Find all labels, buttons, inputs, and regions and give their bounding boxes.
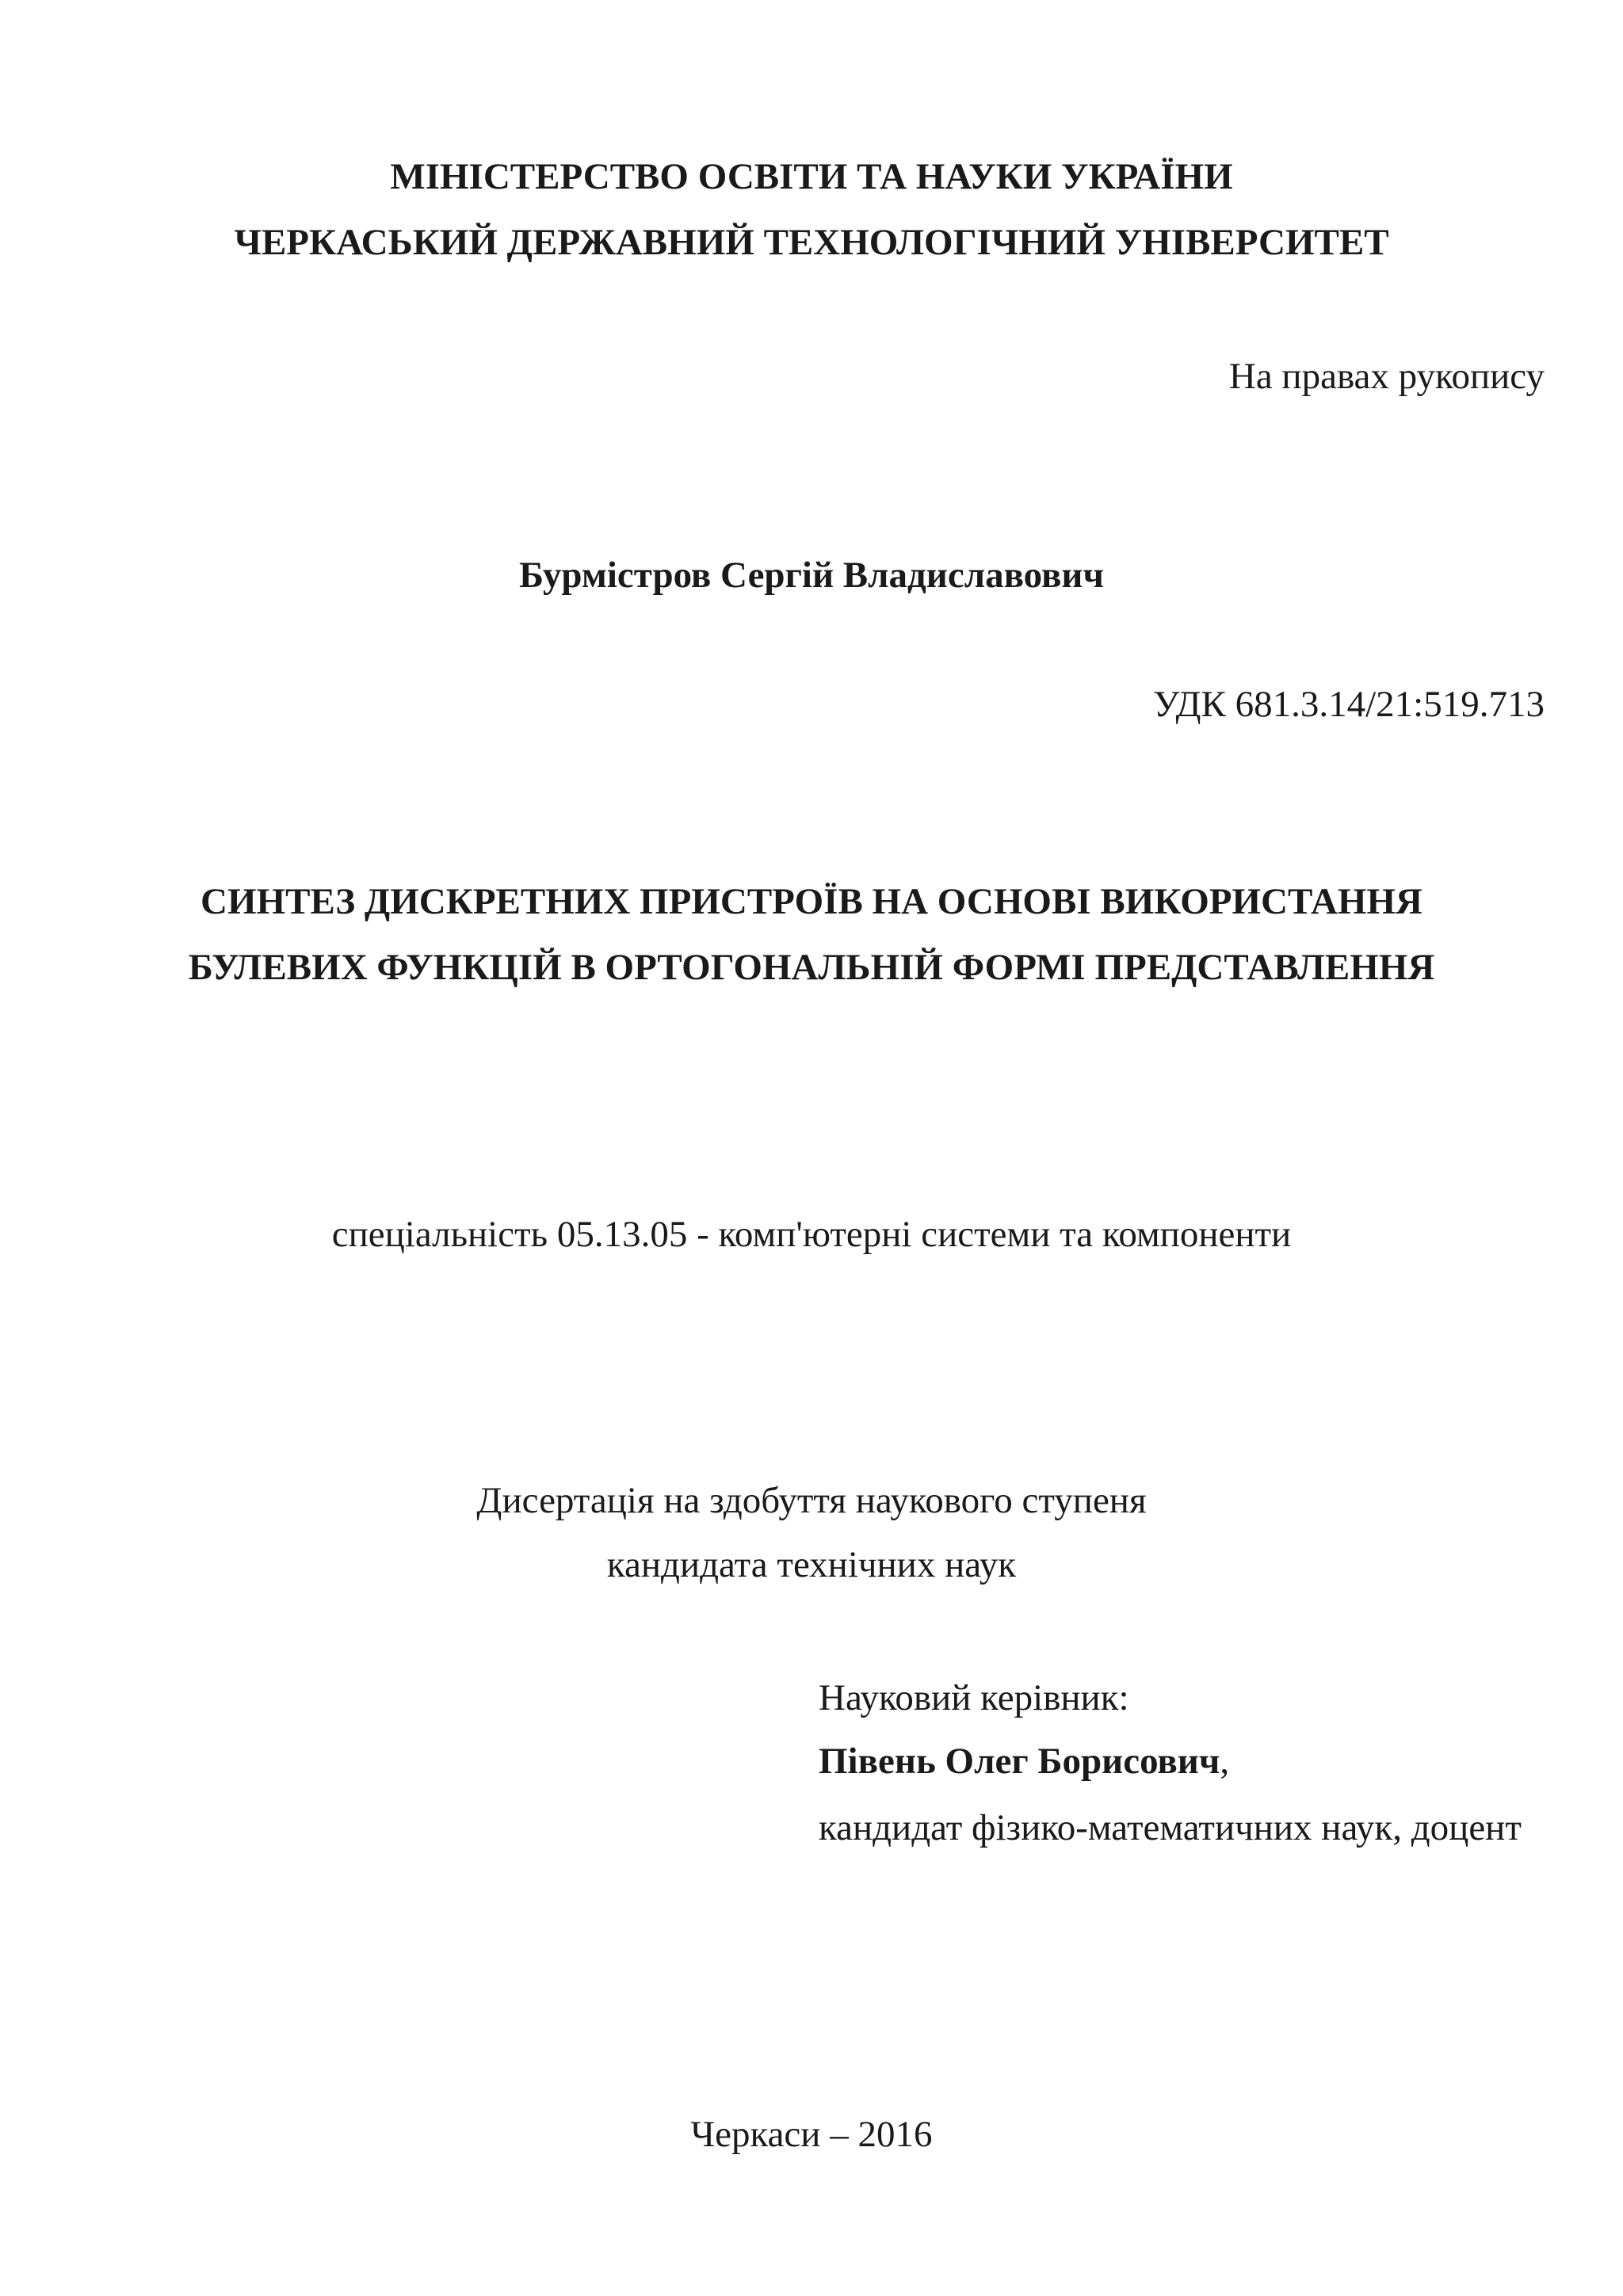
university-heading: ЧЕРКАСЬКИЙ ДЕРЖАВНИЙ ТЕХНОЛОГІЧНИЙ УНІВЕРСИТЕТ [234, 222, 1389, 263]
supervisor-name: Півень Олег Борисович [819, 1741, 1220, 1782]
supervisor-name-line [819, 1739, 1229, 1783]
ministry-heading: МІНІСТЕРСТВО ОСВІТИ ТА НАУКИ УКРАЇНИ [390, 156, 1233, 197]
supervisor-degree: кандидат фізико-математичних наук, доцент [819, 1807, 1522, 1848]
dissertation-line-2: кандидата технічних наук [606, 1544, 1017, 1585]
dissertation-line-1: Дисертація на здобуття наукового ступеня [476, 1480, 1147, 1521]
supervisor-name-comma: , [1220, 1741, 1230, 1782]
city-year: Черкаси – 2016 [690, 2114, 933, 2155]
thesis-title-line-2: БУЛЕВИХ ФУНКЦІЙ В ОРТОГОНАЛЬНІЙ ФОРМІ ПРЕДСТАВЛЕННЯ [188, 947, 1435, 988]
thesis-title-line-1: СИНТЕЗ ДИСКРЕТНИХ ПРИСТРОЇВ НА ОСНОВІ ВИКОРИСТАННЯ [200, 881, 1423, 922]
specialty-line: спеціальність 05.13.05 - комп'ютерні системи та компоненти [331, 1214, 1292, 1255]
udc-code: УДК 681.3.14/21:519.713 [1152, 684, 1545, 725]
author-name: Бурмістров Сергій Владиславович [519, 555, 1104, 596]
manuscript-note: На правах рукопису [1228, 356, 1545, 397]
supervisor-label: Науковий керівник: [819, 1677, 1129, 1718]
